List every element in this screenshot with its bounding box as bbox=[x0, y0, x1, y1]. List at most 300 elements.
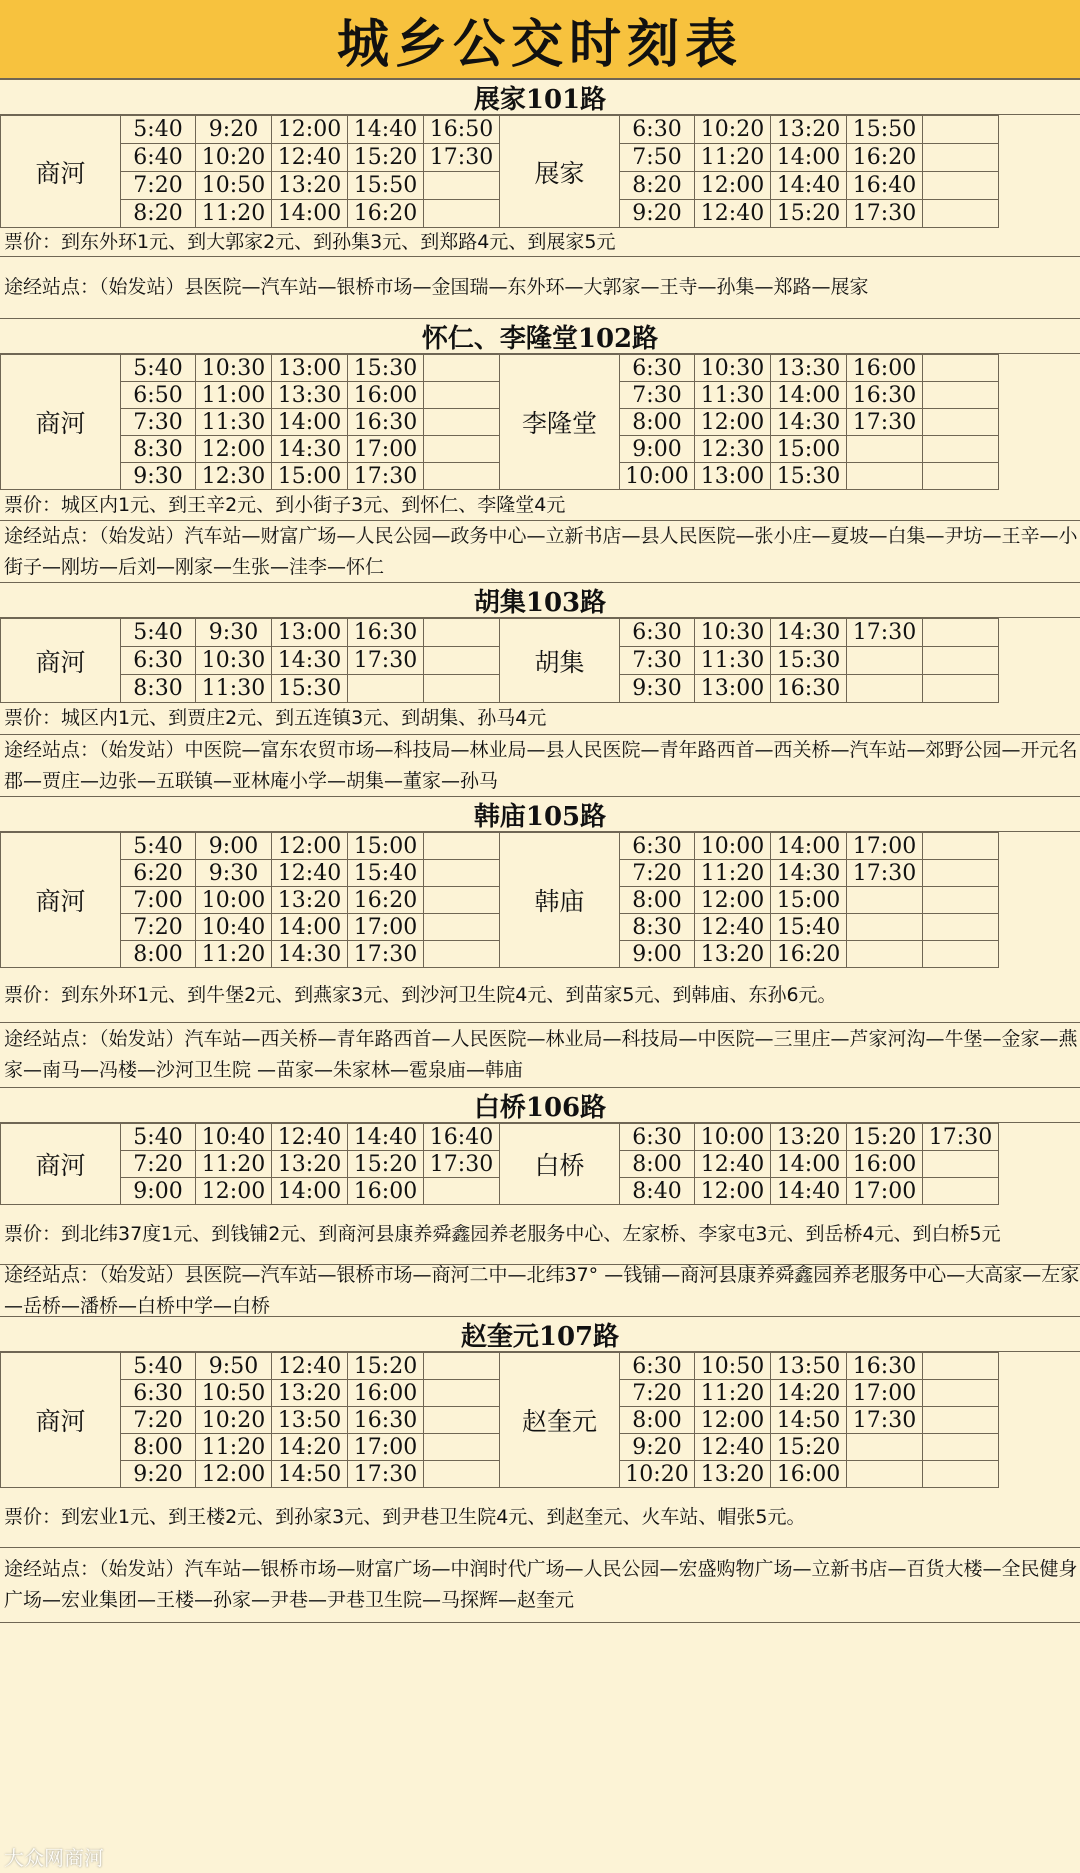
outbound-time-cell bbox=[424, 675, 500, 703]
origin-station: 商河 bbox=[1, 619, 121, 703]
fare-info: 票价：到东外环1元、到大郭家2元、到孙集3元、到郑路4元、到展家5元 bbox=[0, 228, 1080, 257]
outbound-time-cell: 10:30 bbox=[196, 647, 272, 675]
inbound-time-cell: 9:30 bbox=[620, 675, 695, 703]
inbound-time-cell: 7:50 bbox=[620, 144, 695, 172]
route-name: 赵奎元107路 bbox=[0, 1317, 1080, 1352]
outbound-time-cell: 13:20 bbox=[272, 172, 348, 200]
inbound-time-cell: 12:40 bbox=[695, 1434, 771, 1461]
terminus-station: 韩庙 bbox=[500, 833, 620, 968]
inbound-time-cell: 15:00 bbox=[771, 887, 847, 914]
stops-info: 途经站点：（始发站）中医院—富东农贸市场—科技局—林业局—县人民医院—青年路西首—西关桥—汽车站—郊野公园—开元名郡—贾庄—边张—五联镇—亚林庵小学—胡集—董家—孙马 bbox=[0, 735, 1080, 797]
inbound-time-cell: 16:00 bbox=[847, 355, 923, 382]
outbound-time-cell: 15:20 bbox=[348, 144, 424, 172]
inbound-time-cell: 16:40 bbox=[847, 172, 923, 200]
outbound-time-cell bbox=[424, 1461, 500, 1488]
inbound-time-cell: 6:30 bbox=[620, 355, 695, 382]
inbound-time-cell: 14:30 bbox=[771, 860, 847, 887]
schedule-table bbox=[0, 832, 1080, 968]
stops-info: 途经站点：（始发站）汽车站—银桥市场—财富广场—中润时代广场—人民公园—宏盛购物广场—立新书店—百货大楼—全民健身广场—宏业集团—王楼—孙家—尹巷—尹巷卫生院—马探辉—赵奎元 bbox=[0, 1548, 1080, 1623]
inbound-time-cell: 12:30 bbox=[695, 436, 771, 463]
origin-station: 商河 bbox=[1, 1124, 121, 1205]
inbound-time-cell: 6:30 bbox=[620, 1353, 695, 1380]
inbound-time-cell bbox=[847, 463, 923, 490]
outbound-time-cell: 5:40 bbox=[121, 1353, 196, 1380]
inbound-time-cell bbox=[923, 647, 999, 675]
outbound-time-cell: 14:00 bbox=[272, 409, 348, 436]
outbound-time-cell: 5:40 bbox=[121, 619, 196, 647]
outbound-time-cell: 16:30 bbox=[348, 409, 424, 436]
inbound-time-cell: 13:00 bbox=[695, 463, 771, 490]
inbound-time-cell bbox=[923, 914, 999, 941]
outbound-time-cell bbox=[424, 887, 500, 914]
inbound-time-cell: 14:40 bbox=[771, 1178, 847, 1205]
inbound-time-cell: 7:20 bbox=[620, 1380, 695, 1407]
outbound-time-cell: 14:00 bbox=[272, 200, 348, 228]
outbound-time-cell: 17:30 bbox=[348, 1461, 424, 1488]
route-section bbox=[0, 1317, 1080, 1623]
inbound-time-cell: 11:20 bbox=[695, 1380, 771, 1407]
outbound-time-cell: 13:50 bbox=[272, 1407, 348, 1434]
inbound-time-cell bbox=[923, 1461, 999, 1488]
outbound-time-cell: 17:30 bbox=[348, 647, 424, 675]
inbound-time-cell: 12:40 bbox=[695, 914, 771, 941]
outbound-time-cell: 11:20 bbox=[196, 941, 272, 968]
inbound-time-cell: 14:20 bbox=[771, 1380, 847, 1407]
inbound-time-cell: 9:00 bbox=[620, 941, 695, 968]
inbound-time-cell bbox=[923, 833, 999, 860]
inbound-time-cell: 12:00 bbox=[695, 409, 771, 436]
inbound-time-cell: 17:00 bbox=[847, 1178, 923, 1205]
inbound-time-cell: 13:50 bbox=[771, 1353, 847, 1380]
outbound-time-cell: 13:00 bbox=[272, 355, 348, 382]
stops-info: 途经站点：（始发站）县医院—汽车站—银桥市场—商河二中—北纬37° —钱铺—商河县康养舜鑫园养老服务中心—大高家—左家—岳桥—潘桥—白桥中学—白桥 bbox=[0, 1265, 1080, 1317]
outbound-time-cell: 9:20 bbox=[196, 116, 272, 144]
inbound-time-cell bbox=[847, 436, 923, 463]
outbound-time-cell: 6:30 bbox=[121, 647, 196, 675]
inbound-time-cell: 17:30 bbox=[847, 1407, 923, 1434]
schedule-table bbox=[0, 354, 1080, 490]
inbound-time-cell bbox=[847, 647, 923, 675]
inbound-time-cell: 7:20 bbox=[620, 860, 695, 887]
inbound-time-cell: 17:30 bbox=[847, 860, 923, 887]
outbound-time-cell: 11:30 bbox=[196, 675, 272, 703]
outbound-time-cell: 12:30 bbox=[196, 463, 272, 490]
outbound-time-cell: 17:30 bbox=[424, 144, 500, 172]
inbound-time-cell: 12:00 bbox=[695, 887, 771, 914]
inbound-time-cell: 14:50 bbox=[771, 1407, 847, 1434]
inbound-time-cell bbox=[923, 941, 999, 968]
outbound-time-cell: 9:00 bbox=[121, 1178, 196, 1205]
inbound-time-cell: 8:40 bbox=[620, 1178, 695, 1205]
page-title: 城乡公交时刻表 bbox=[0, 0, 1080, 80]
outbound-time-cell: 14:00 bbox=[272, 914, 348, 941]
origin-station: 商河 bbox=[1, 1353, 121, 1488]
outbound-time-cell: 12:00 bbox=[272, 116, 348, 144]
outbound-time-cell: 9:30 bbox=[121, 463, 196, 490]
outbound-time-cell: 7:00 bbox=[121, 887, 196, 914]
inbound-time-cell bbox=[923, 436, 999, 463]
outbound-time-cell bbox=[424, 1380, 500, 1407]
outbound-time-cell bbox=[424, 860, 500, 887]
inbound-time-cell: 8:30 bbox=[620, 914, 695, 941]
inbound-time-cell bbox=[923, 382, 999, 409]
outbound-time-cell bbox=[424, 382, 500, 409]
inbound-time-cell: 13:00 bbox=[695, 675, 771, 703]
outbound-time-cell: 16:00 bbox=[348, 1178, 424, 1205]
stops-info: 途经站点：（始发站）汽车站—财富广场—人民公园—政务中心—立新书店—县人民医院—张小庄—夏坡—白集—尹坊—王辛—小街子—刚坊—后刘—刚家—生张—洼李—怀仁 bbox=[0, 521, 1080, 583]
outbound-time-cell: 10:50 bbox=[196, 1380, 272, 1407]
schedule-row bbox=[1, 1124, 1080, 1151]
inbound-time-cell: 14:00 bbox=[771, 1151, 847, 1178]
schedule-row bbox=[1, 116, 1080, 144]
outbound-time-cell: 10:50 bbox=[196, 172, 272, 200]
fare-info: 票价：到东外环1元、到牛堡2元、到燕家3元、到沙河卫生院4元、到苗家5元、到韩庙、东孙6元。 bbox=[0, 968, 1080, 1023]
route-section bbox=[0, 797, 1080, 1088]
inbound-time-cell bbox=[923, 1434, 999, 1461]
outbound-time-cell: 7:20 bbox=[121, 172, 196, 200]
inbound-time-cell: 10:20 bbox=[620, 1461, 695, 1488]
inbound-time-cell: 9:00 bbox=[620, 436, 695, 463]
outbound-time-cell: 15:00 bbox=[348, 833, 424, 860]
inbound-time-cell: 12:00 bbox=[695, 1407, 771, 1434]
inbound-time-cell bbox=[923, 1380, 999, 1407]
inbound-time-cell: 13:20 bbox=[771, 116, 847, 144]
route-name: 韩庙105路 bbox=[0, 797, 1080, 832]
inbound-time-cell: 17:30 bbox=[847, 619, 923, 647]
inbound-time-cell: 10:00 bbox=[695, 833, 771, 860]
outbound-time-cell: 8:30 bbox=[121, 675, 196, 703]
terminus-station: 展家 bbox=[500, 116, 620, 228]
outbound-time-cell: 7:20 bbox=[121, 914, 196, 941]
inbound-time-cell: 8:00 bbox=[620, 409, 695, 436]
inbound-time-cell: 16:20 bbox=[847, 144, 923, 172]
outbound-time-cell: 17:00 bbox=[348, 914, 424, 941]
inbound-time-cell: 16:30 bbox=[771, 675, 847, 703]
inbound-time-cell: 10:00 bbox=[695, 1124, 771, 1151]
outbound-time-cell: 8:00 bbox=[121, 941, 196, 968]
stops-info: 途经站点：（始发站）汽车站—西关桥—青年路西首—人民医院—林业局—科技局—中医院—三里庄—芦家河沟—牛堡—金家—燕家—南马—冯楼—沙河卫生院 —苗家—朱家林—雹泉庙—韩庙 bbox=[0, 1023, 1080, 1088]
inbound-time-cell bbox=[923, 619, 999, 647]
outbound-time-cell: 13:00 bbox=[272, 619, 348, 647]
outbound-time-cell bbox=[424, 409, 500, 436]
outbound-time-cell: 8:20 bbox=[121, 200, 196, 228]
outbound-time-cell: 7:30 bbox=[121, 409, 196, 436]
schedule-row bbox=[1, 619, 1080, 647]
outbound-time-cell: 16:00 bbox=[348, 1380, 424, 1407]
inbound-time-cell: 12:00 bbox=[695, 172, 771, 200]
outbound-time-cell: 5:40 bbox=[121, 833, 196, 860]
inbound-time-cell: 15:30 bbox=[771, 463, 847, 490]
inbound-time-cell: 14:00 bbox=[771, 382, 847, 409]
outbound-time-cell: 15:30 bbox=[272, 675, 348, 703]
outbound-time-cell: 10:30 bbox=[196, 355, 272, 382]
outbound-time-cell: 9:30 bbox=[196, 619, 272, 647]
outbound-time-cell: 12:40 bbox=[272, 144, 348, 172]
outbound-time-cell: 9:20 bbox=[121, 1461, 196, 1488]
inbound-time-cell: 17:00 bbox=[847, 1380, 923, 1407]
inbound-time-cell bbox=[923, 1407, 999, 1434]
inbound-time-cell: 8:00 bbox=[620, 1151, 695, 1178]
outbound-time-cell: 14:50 bbox=[272, 1461, 348, 1488]
outbound-time-cell: 12:40 bbox=[272, 1124, 348, 1151]
inbound-time-cell: 15:20 bbox=[847, 1124, 923, 1151]
schedule-row bbox=[1, 355, 1080, 382]
outbound-time-cell bbox=[424, 1407, 500, 1434]
inbound-time-cell bbox=[923, 200, 999, 228]
outbound-time-cell bbox=[424, 1353, 500, 1380]
outbound-time-cell: 16:40 bbox=[424, 1124, 500, 1151]
inbound-time-cell: 12:00 bbox=[695, 1178, 771, 1205]
outbound-time-cell: 9:50 bbox=[196, 1353, 272, 1380]
fare-info: 票价：到宏业1元、到王楼2元、到孙家3元、到尹巷卫生院4元、到赵奎元、火车站、帽张5元。 bbox=[0, 1488, 1080, 1548]
schedule-table bbox=[0, 1352, 1080, 1488]
outbound-time-cell: 14:30 bbox=[272, 436, 348, 463]
inbound-time-cell bbox=[847, 941, 923, 968]
inbound-time-cell: 17:30 bbox=[847, 409, 923, 436]
outbound-time-cell: 14:00 bbox=[272, 1178, 348, 1205]
outbound-time-cell bbox=[424, 463, 500, 490]
outbound-time-cell: 12:00 bbox=[272, 833, 348, 860]
outbound-time-cell bbox=[424, 833, 500, 860]
inbound-time-cell: 16:30 bbox=[847, 1353, 923, 1380]
outbound-time-cell: 16:50 bbox=[424, 116, 500, 144]
outbound-time-cell: 10:20 bbox=[196, 144, 272, 172]
inbound-time-cell: 7:30 bbox=[620, 382, 695, 409]
outbound-time-cell bbox=[424, 1434, 500, 1461]
schedule-table bbox=[0, 618, 1080, 703]
route-section bbox=[0, 1088, 1080, 1317]
outbound-time-cell: 7:20 bbox=[121, 1151, 196, 1178]
inbound-time-cell: 9:20 bbox=[620, 200, 695, 228]
inbound-time-cell: 10:50 bbox=[695, 1353, 771, 1380]
outbound-time-cell bbox=[424, 436, 500, 463]
inbound-time-cell: 17:00 bbox=[847, 833, 923, 860]
inbound-time-cell: 17:30 bbox=[923, 1124, 999, 1151]
outbound-time-cell: 10:20 bbox=[196, 1407, 272, 1434]
outbound-time-cell: 6:20 bbox=[121, 860, 196, 887]
inbound-time-cell: 16:00 bbox=[771, 1461, 847, 1488]
outbound-time-cell: 11:20 bbox=[196, 200, 272, 228]
outbound-time-cell: 16:20 bbox=[348, 200, 424, 228]
route-name: 怀仁、李隆堂102路 bbox=[0, 319, 1080, 354]
inbound-time-cell: 14:30 bbox=[771, 409, 847, 436]
outbound-time-cell: 16:00 bbox=[348, 382, 424, 409]
watermark: 大众网商河 bbox=[4, 1846, 104, 1870]
inbound-time-cell bbox=[923, 675, 999, 703]
outbound-time-cell: 12:00 bbox=[196, 436, 272, 463]
outbound-time-cell: 11:00 bbox=[196, 382, 272, 409]
outbound-time-cell: 6:30 bbox=[121, 1380, 196, 1407]
terminus-station: 白桥 bbox=[500, 1124, 620, 1205]
outbound-time-cell: 6:50 bbox=[121, 382, 196, 409]
outbound-time-cell: 14:20 bbox=[272, 1434, 348, 1461]
routes-container bbox=[0, 80, 1080, 1623]
route-name: 展家101路 bbox=[0, 80, 1080, 115]
inbound-time-cell bbox=[923, 1151, 999, 1178]
inbound-time-cell: 10:00 bbox=[620, 463, 695, 490]
outbound-time-cell: 15:30 bbox=[348, 355, 424, 382]
origin-station: 商河 bbox=[1, 116, 121, 228]
terminus-station: 李隆堂 bbox=[500, 355, 620, 490]
inbound-time-cell bbox=[923, 887, 999, 914]
outbound-time-cell: 13:30 bbox=[272, 382, 348, 409]
inbound-time-cell: 6:30 bbox=[620, 1124, 695, 1151]
fare-info: 票价：城区内1元、到王辛2元、到小街子3元、到怀仁、李隆堂4元 bbox=[0, 490, 1080, 521]
inbound-time-cell: 6:30 bbox=[620, 833, 695, 860]
outbound-time-cell: 17:30 bbox=[348, 463, 424, 490]
outbound-time-cell: 6:40 bbox=[121, 144, 196, 172]
outbound-time-cell: 15:20 bbox=[348, 1151, 424, 1178]
outbound-time-cell: 12:00 bbox=[196, 1461, 272, 1488]
outbound-time-cell bbox=[424, 647, 500, 675]
outbound-time-cell: 8:30 bbox=[121, 436, 196, 463]
terminus-station: 胡集 bbox=[500, 619, 620, 703]
inbound-time-cell: 14:00 bbox=[771, 144, 847, 172]
outbound-time-cell bbox=[424, 619, 500, 647]
inbound-time-cell: 14:40 bbox=[771, 172, 847, 200]
inbound-time-cell: 13:20 bbox=[695, 1461, 771, 1488]
inbound-time-cell: 16:00 bbox=[847, 1151, 923, 1178]
inbound-time-cell: 12:40 bbox=[695, 200, 771, 228]
outbound-time-cell: 16:20 bbox=[348, 887, 424, 914]
fare-info: 票价：到北纬37度1元、到钱铺2元、到商河县康养舜鑫园养老服务中心、左家桥、李家屯3元、到岳桥4元、到白桥5元 bbox=[0, 1205, 1080, 1265]
outbound-time-cell: 9:30 bbox=[196, 860, 272, 887]
schedule-row bbox=[1, 1353, 1080, 1380]
origin-station: 商河 bbox=[1, 833, 121, 968]
outbound-time-cell: 11:20 bbox=[196, 1151, 272, 1178]
inbound-time-cell: 10:20 bbox=[695, 116, 771, 144]
route-section bbox=[0, 80, 1080, 319]
inbound-time-cell: 6:30 bbox=[620, 619, 695, 647]
outbound-time-cell: 14:40 bbox=[348, 116, 424, 144]
inbound-time-cell: 8:00 bbox=[620, 1407, 695, 1434]
outbound-time-cell bbox=[424, 941, 500, 968]
inbound-time-cell: 11:20 bbox=[695, 860, 771, 887]
inbound-time-cell: 8:00 bbox=[620, 887, 695, 914]
outbound-time-cell bbox=[348, 675, 424, 703]
route-section bbox=[0, 583, 1080, 797]
inbound-time-cell bbox=[923, 355, 999, 382]
outbound-time-cell: 14:30 bbox=[272, 647, 348, 675]
inbound-time-cell: 14:30 bbox=[771, 619, 847, 647]
inbound-time-cell: 16:20 bbox=[771, 941, 847, 968]
outbound-time-cell: 13:20 bbox=[272, 1380, 348, 1407]
inbound-time-cell bbox=[847, 675, 923, 703]
outbound-time-cell: 13:20 bbox=[272, 1151, 348, 1178]
inbound-time-cell: 11:30 bbox=[695, 647, 771, 675]
outbound-time-cell: 10:00 bbox=[196, 887, 272, 914]
outbound-time-cell: 14:30 bbox=[272, 941, 348, 968]
outbound-time-cell bbox=[424, 355, 500, 382]
outbound-time-cell: 12:40 bbox=[272, 860, 348, 887]
inbound-time-cell: 10:30 bbox=[695, 355, 771, 382]
outbound-time-cell: 7:20 bbox=[121, 1407, 196, 1434]
inbound-time-cell: 13:20 bbox=[771, 1124, 847, 1151]
route-section bbox=[0, 319, 1080, 583]
inbound-time-cell: 15:40 bbox=[771, 914, 847, 941]
inbound-time-cell: 15:30 bbox=[771, 647, 847, 675]
outbound-time-cell: 5:40 bbox=[121, 355, 196, 382]
inbound-time-cell bbox=[923, 860, 999, 887]
inbound-time-cell: 15:50 bbox=[847, 116, 923, 144]
outbound-time-cell: 15:50 bbox=[348, 172, 424, 200]
outbound-time-cell bbox=[424, 914, 500, 941]
outbound-time-cell: 14:40 bbox=[348, 1124, 424, 1151]
outbound-time-cell: 17:30 bbox=[424, 1151, 500, 1178]
outbound-time-cell: 17:00 bbox=[348, 436, 424, 463]
outbound-time-cell: 16:30 bbox=[348, 619, 424, 647]
inbound-time-cell bbox=[923, 144, 999, 172]
outbound-time-cell: 15:00 bbox=[272, 463, 348, 490]
outbound-time-cell: 5:40 bbox=[121, 116, 196, 144]
outbound-time-cell: 12:40 bbox=[272, 1353, 348, 1380]
inbound-time-cell bbox=[923, 409, 999, 436]
inbound-time-cell: 13:30 bbox=[771, 355, 847, 382]
outbound-time-cell: 16:30 bbox=[348, 1407, 424, 1434]
inbound-time-cell bbox=[923, 1353, 999, 1380]
outbound-time-cell: 9:00 bbox=[196, 833, 272, 860]
inbound-time-cell: 6:30 bbox=[620, 116, 695, 144]
route-name: 胡集103路 bbox=[0, 583, 1080, 618]
inbound-time-cell: 10:30 bbox=[695, 619, 771, 647]
inbound-time-cell bbox=[923, 1178, 999, 1205]
origin-station: 商河 bbox=[1, 355, 121, 490]
inbound-time-cell: 14:00 bbox=[771, 833, 847, 860]
schedule-table bbox=[0, 1123, 1080, 1205]
inbound-time-cell bbox=[847, 1434, 923, 1461]
inbound-time-cell: 15:20 bbox=[771, 200, 847, 228]
outbound-time-cell: 17:30 bbox=[348, 941, 424, 968]
outbound-time-cell: 17:00 bbox=[348, 1434, 424, 1461]
outbound-time-cell bbox=[424, 1178, 500, 1205]
outbound-time-cell: 5:40 bbox=[121, 1124, 196, 1151]
inbound-time-cell: 11:20 bbox=[695, 144, 771, 172]
inbound-time-cell: 8:20 bbox=[620, 172, 695, 200]
inbound-time-cell bbox=[923, 116, 999, 144]
inbound-time-cell: 12:40 bbox=[695, 1151, 771, 1178]
inbound-time-cell bbox=[847, 1461, 923, 1488]
inbound-time-cell bbox=[847, 914, 923, 941]
inbound-time-cell: 11:30 bbox=[695, 382, 771, 409]
terminus-station: 赵奎元 bbox=[500, 1353, 620, 1488]
inbound-time-cell: 9:20 bbox=[620, 1434, 695, 1461]
outbound-time-cell bbox=[424, 200, 500, 228]
fare-info: 票价：城区内1元、到贾庄2元、到五连镇3元、到胡集、孙马4元 bbox=[0, 703, 1080, 735]
schedule-table bbox=[0, 115, 1080, 228]
outbound-time-cell: 11:20 bbox=[196, 1434, 272, 1461]
inbound-time-cell: 17:30 bbox=[847, 200, 923, 228]
inbound-time-cell: 7:30 bbox=[620, 647, 695, 675]
outbound-time-cell: 10:40 bbox=[196, 1124, 272, 1151]
outbound-time-cell: 12:00 bbox=[196, 1178, 272, 1205]
inbound-time-cell bbox=[923, 172, 999, 200]
outbound-time-cell: 13:20 bbox=[272, 887, 348, 914]
route-name: 白桥106路 bbox=[0, 1088, 1080, 1123]
stops-info: 途经站点：（始发站）县医院—汽车站—银桥市场—金国瑞—东外环—大郭家—王寺—孙集—郑路—展家 bbox=[0, 257, 1080, 319]
outbound-time-cell: 15:40 bbox=[348, 860, 424, 887]
schedule-row bbox=[1, 833, 1080, 860]
outbound-time-cell bbox=[424, 172, 500, 200]
inbound-time-cell bbox=[847, 887, 923, 914]
outbound-time-cell: 8:00 bbox=[121, 1434, 196, 1461]
outbound-time-cell: 15:20 bbox=[348, 1353, 424, 1380]
inbound-time-cell: 15:00 bbox=[771, 436, 847, 463]
inbound-time-cell: 15:20 bbox=[771, 1434, 847, 1461]
inbound-time-cell bbox=[923, 463, 999, 490]
outbound-time-cell: 10:40 bbox=[196, 914, 272, 941]
outbound-time-cell: 11:30 bbox=[196, 409, 272, 436]
inbound-time-cell: 13:20 bbox=[695, 941, 771, 968]
